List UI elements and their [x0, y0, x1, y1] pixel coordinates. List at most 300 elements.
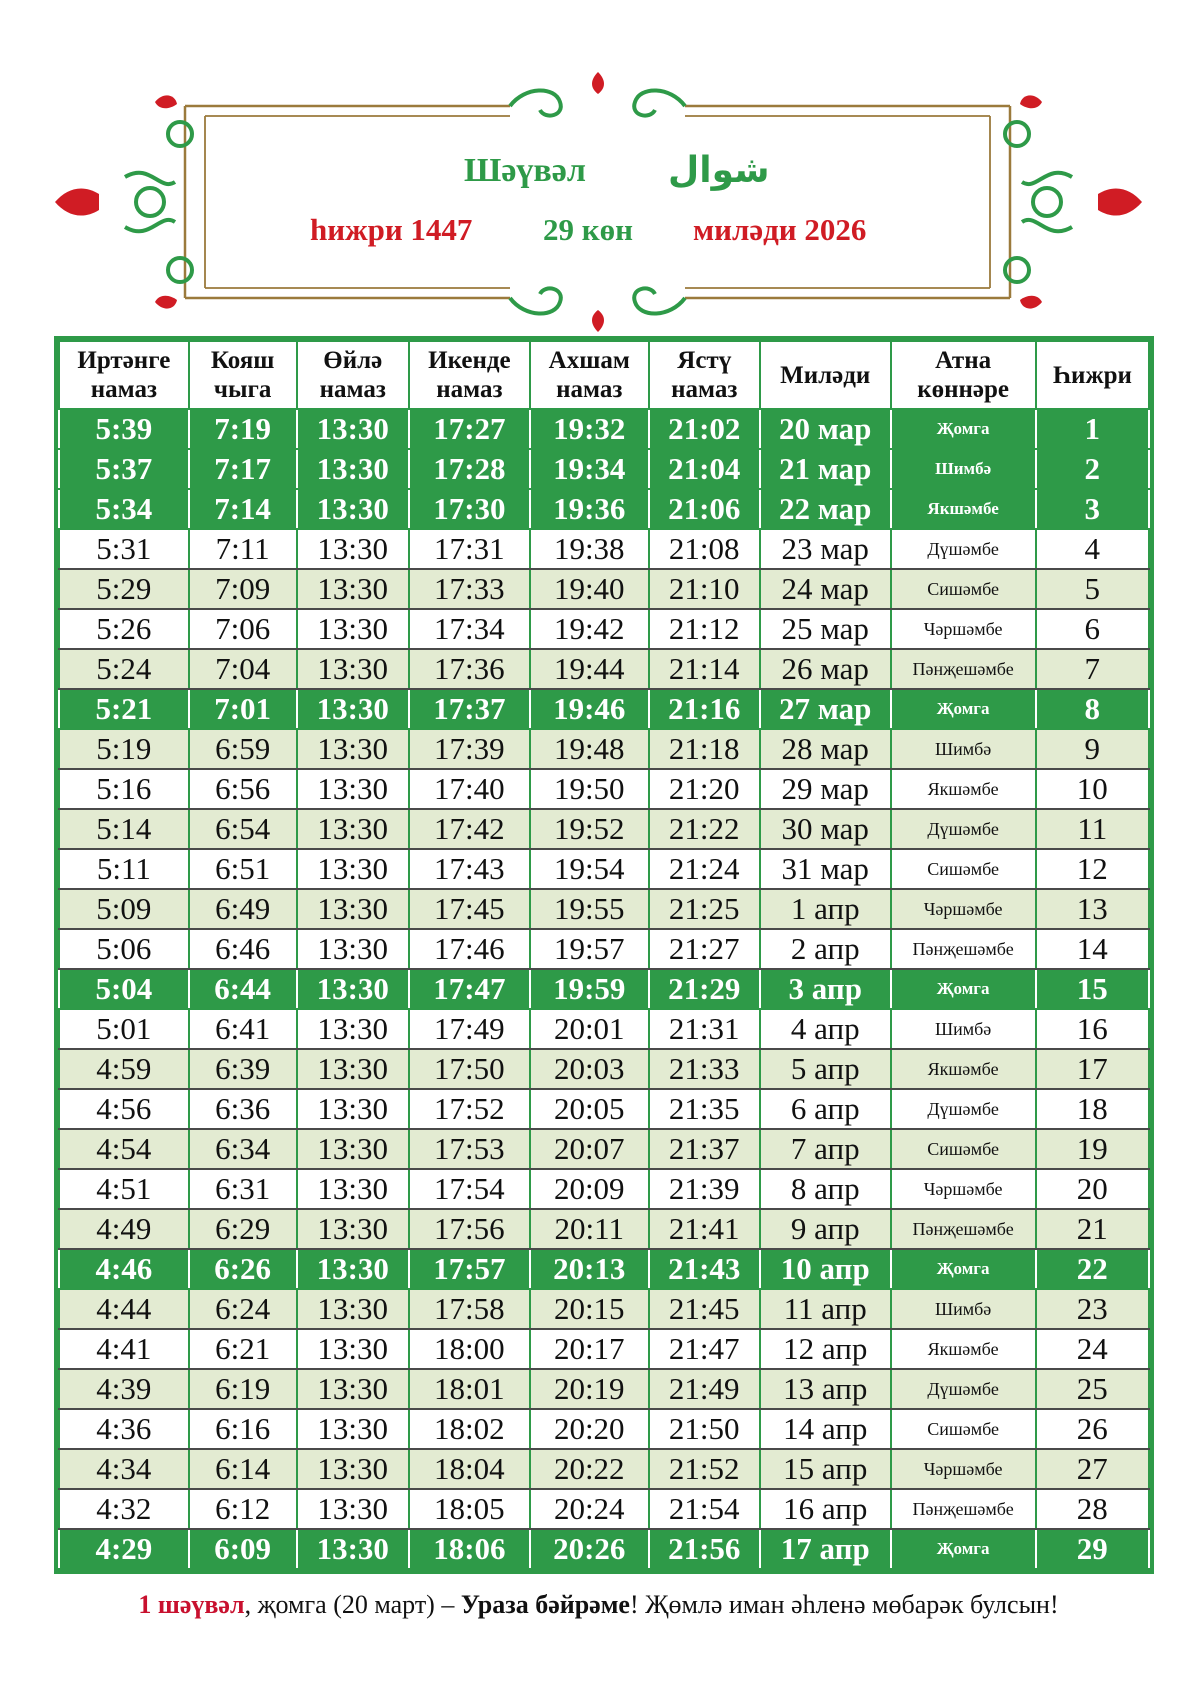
cell-fajr: 5:16 [59, 769, 189, 809]
cell-fajr: 5:11 [59, 849, 189, 889]
cell-gregorian-date: 23 мар [760, 529, 891, 569]
cell-fajr: 4:34 [59, 1449, 189, 1489]
cell-weekday: Чәршәмбе [891, 1169, 1036, 1209]
cell-asr: 17:46 [409, 929, 530, 969]
cell-asr: 17:52 [409, 1089, 530, 1129]
cell-dhuhr: 13:30 [297, 729, 409, 769]
gregorian-year: миләди 2026 [693, 212, 867, 247]
column-header-gregorian-date [760, 341, 891, 409]
cell-asr: 17:43 [409, 849, 530, 889]
cell-isha: 21:41 [649, 1209, 760, 1249]
table-row [59, 929, 1149, 969]
column-header-asr [409, 341, 530, 409]
cell-fajr: 4:54 [59, 1129, 189, 1169]
cell-dhuhr: 13:30 [297, 1289, 409, 1329]
cell-maghrib: 20:05 [530, 1089, 649, 1129]
cell-dhuhr: 13:30 [297, 889, 409, 929]
column-header-dhuhr [297, 341, 409, 409]
cell-sunrise: 6:54 [189, 809, 297, 849]
cell-hijri-day: 23 [1036, 1289, 1149, 1329]
column-header-text: Миләди [780, 361, 871, 389]
column-header-text: намаз [671, 376, 738, 403]
cell-hijri-day: 10 [1036, 769, 1149, 809]
cell-dhuhr: 13:30 [297, 689, 409, 729]
cell-maghrib: 19:38 [530, 529, 649, 569]
cell-sunrise: 6:34 [189, 1129, 297, 1169]
cell-hijri-day: 15 [1036, 969, 1149, 1009]
cell-fajr: 5:24 [59, 649, 189, 689]
cell-fajr: 4:36 [59, 1409, 189, 1449]
cell-asr: 17:42 [409, 809, 530, 849]
cell-gregorian-date: 30 мар [760, 809, 891, 849]
cell-dhuhr: 13:30 [297, 569, 409, 609]
cell-weekday: Пәнҗешәмбе [891, 929, 1036, 969]
cell-isha: 21:29 [649, 969, 760, 1009]
cell-maghrib: 20:26 [530, 1529, 649, 1569]
cell-hijri-day: 1 [1036, 409, 1149, 449]
cell-hijri-day: 14 [1036, 929, 1149, 969]
cell-hijri-day: 24 [1036, 1329, 1149, 1369]
cell-sunrise: 6:44 [189, 969, 297, 1009]
table-row [59, 1369, 1149, 1409]
cell-gregorian-date: 4 апр [760, 1009, 891, 1049]
cell-maghrib: 20:09 [530, 1169, 649, 1209]
cell-sunrise: 6:41 [189, 1009, 297, 1049]
cell-gregorian-date: 17 апр [760, 1529, 891, 1569]
cell-asr: 17:37 [409, 689, 530, 729]
cell-isha: 21:20 [649, 769, 760, 809]
cell-sunrise: 6:59 [189, 729, 297, 769]
cell-maghrib: 20:17 [530, 1329, 649, 1369]
header-subtitle-row [0, 212, 1197, 252]
cell-asr: 17:47 [409, 969, 530, 1009]
cell-asr: 17:58 [409, 1289, 530, 1329]
cell-maghrib: 20:07 [530, 1129, 649, 1169]
prayer-times-table [58, 340, 1150, 1570]
column-header-text: Ахшам [548, 347, 630, 374]
cell-sunrise: 7:14 [189, 489, 297, 529]
table-row [59, 849, 1149, 889]
cell-dhuhr: 13:30 [297, 1249, 409, 1289]
cell-sunrise: 6:12 [189, 1489, 297, 1529]
cell-isha: 21:06 [649, 489, 760, 529]
cell-hijri-day: 3 [1036, 489, 1149, 529]
column-header-sunrise [189, 341, 297, 409]
cell-sunrise: 6:29 [189, 1209, 297, 1249]
cell-gregorian-date: 13 апр [760, 1369, 891, 1409]
table-row [59, 689, 1149, 729]
cell-weekday: Шимбә [891, 1289, 1036, 1329]
cell-fajr: 5:39 [59, 409, 189, 449]
cell-weekday: Дүшәмбе [891, 529, 1036, 569]
column-header-text: намаз [319, 376, 386, 403]
table-row [59, 1289, 1149, 1329]
cell-dhuhr: 13:30 [297, 649, 409, 689]
cell-isha: 21:25 [649, 889, 760, 929]
cell-asr: 17:40 [409, 769, 530, 809]
cell-maghrib: 19:55 [530, 889, 649, 929]
table-row [59, 1209, 1149, 1249]
cell-gregorian-date: 2 апр [760, 929, 891, 969]
cell-hijri-day: 18 [1036, 1089, 1149, 1129]
cell-maghrib: 20:19 [530, 1369, 649, 1409]
column-header-text: Атна [935, 347, 992, 374]
cell-weekday: Пәнҗешәмбе [891, 1209, 1036, 1249]
table-row [59, 569, 1149, 609]
cell-hijri-day: 11 [1036, 809, 1149, 849]
cell-asr: 17:45 [409, 889, 530, 929]
table-row [59, 1049, 1149, 1089]
cell-sunrise: 6:14 [189, 1449, 297, 1489]
cell-isha: 21:16 [649, 689, 760, 729]
cell-asr: 18:05 [409, 1489, 530, 1529]
cell-isha: 21:54 [649, 1489, 760, 1529]
cell-isha: 21:08 [649, 529, 760, 569]
cell-gregorian-date: 9 апр [760, 1209, 891, 1249]
column-header-text: намаз [556, 376, 623, 403]
cell-dhuhr: 13:30 [297, 529, 409, 569]
cell-sunrise: 6:46 [189, 929, 297, 969]
cell-hijri-day: 29 [1036, 1529, 1149, 1569]
table-row [59, 489, 1149, 529]
cell-isha: 21:43 [649, 1249, 760, 1289]
cell-asr: 17:49 [409, 1009, 530, 1049]
cell-dhuhr: 13:30 [297, 1169, 409, 1209]
month-title-arabic: شوال [668, 150, 770, 191]
cell-fajr: 5:21 [59, 689, 189, 729]
cell-maghrib: 19:36 [530, 489, 649, 529]
cell-fajr: 5:26 [59, 609, 189, 649]
hijri-year: һижри 1447 [310, 212, 473, 247]
cell-sunrise: 6:26 [189, 1249, 297, 1289]
cell-maghrib: 20:15 [530, 1289, 649, 1329]
footer-text-2: ! Җөмлә иман әһленә мөбарәк булсын! [629, 1590, 1059, 1619]
cell-dhuhr: 13:30 [297, 1529, 409, 1569]
cell-fajr: 5:01 [59, 1009, 189, 1049]
cell-gregorian-date: 21 мар [760, 449, 891, 489]
cell-isha: 21:10 [649, 569, 760, 609]
cell-sunrise: 6:09 [189, 1529, 297, 1569]
cell-weekday: Сишәмбе [891, 1409, 1036, 1449]
cell-weekday: Дүшәмбе [891, 1089, 1036, 1129]
cell-gregorian-date: 5 апр [760, 1049, 891, 1089]
table-row [59, 449, 1149, 489]
cell-isha: 21:56 [649, 1529, 760, 1569]
cell-dhuhr: 13:30 [297, 849, 409, 889]
cell-fajr: 5:14 [59, 809, 189, 849]
cell-hijri-day: 12 [1036, 849, 1149, 889]
cell-weekday: Җомга [891, 409, 1036, 449]
cell-gregorian-date: 12 апр [760, 1329, 891, 1369]
ornament-frame-icon [55, 72, 1142, 332]
cell-isha: 21:27 [649, 929, 760, 969]
column-header-fajr [59, 341, 189, 409]
table-row [59, 969, 1149, 1009]
month-days: 29 көн [543, 212, 633, 247]
cell-dhuhr: 13:30 [297, 1209, 409, 1249]
cell-asr: 17:36 [409, 649, 530, 689]
cell-weekday: Чәршәмбе [891, 609, 1036, 649]
cell-fajr: 4:46 [59, 1249, 189, 1289]
cell-hijri-day: 6 [1036, 609, 1149, 649]
cell-gregorian-date: 16 апр [760, 1489, 891, 1529]
cell-isha: 21:33 [649, 1049, 760, 1089]
cell-dhuhr: 13:30 [297, 609, 409, 649]
cell-sunrise: 7:17 [189, 449, 297, 489]
cell-asr: 17:30 [409, 489, 530, 529]
cell-isha: 21:52 [649, 1449, 760, 1489]
cell-gregorian-date: 20 мар [760, 409, 891, 449]
cell-weekday: Җомга [891, 969, 1036, 1009]
cell-fajr: 5:29 [59, 569, 189, 609]
cell-weekday: Сишәмбе [891, 849, 1036, 889]
cell-sunrise: 7:01 [189, 689, 297, 729]
cell-asr: 17:54 [409, 1169, 530, 1209]
cell-maghrib: 19:34 [530, 449, 649, 489]
cell-isha: 21:18 [649, 729, 760, 769]
column-header-text: Кояш [210, 347, 275, 374]
cell-asr: 18:06 [409, 1529, 530, 1569]
cell-asr: 18:00 [409, 1329, 530, 1369]
table-row [59, 1409, 1149, 1449]
cell-gregorian-date: 28 мар [760, 729, 891, 769]
cell-dhuhr: 13:30 [297, 1449, 409, 1489]
ornamental-header-frame [55, 72, 1142, 332]
cell-asr: 17:27 [409, 409, 530, 449]
cell-gregorian-date: 25 мар [760, 609, 891, 649]
cell-weekday: Дүшәмбе [891, 1369, 1036, 1409]
footer-holiday: Ураза бәйрәме [460, 1590, 630, 1619]
cell-weekday: Шимбә [891, 1009, 1036, 1049]
table-body [59, 409, 1149, 1569]
cell-fajr: 4:29 [59, 1529, 189, 1569]
column-header-text: намаз [436, 376, 503, 403]
cell-fajr: 5:34 [59, 489, 189, 529]
cell-sunrise: 6:56 [189, 769, 297, 809]
table-row [59, 1009, 1149, 1049]
cell-weekday: Сишәмбе [891, 569, 1036, 609]
cell-sunrise: 6:36 [189, 1089, 297, 1129]
cell-hijri-day: 17 [1036, 1049, 1149, 1089]
table-row [59, 1089, 1149, 1129]
header-title-row [0, 152, 1197, 192]
cell-hijri-day: 5 [1036, 569, 1149, 609]
column-header-text: Ястү [677, 347, 732, 374]
cell-maghrib: 19:59 [530, 969, 649, 1009]
cell-dhuhr: 13:30 [297, 1129, 409, 1169]
cell-sunrise: 7:19 [189, 409, 297, 449]
cell-gregorian-date: 29 мар [760, 769, 891, 809]
cell-gregorian-date: 22 мар [760, 489, 891, 529]
cell-weekday: Җомга [891, 689, 1036, 729]
cell-asr: 17:28 [409, 449, 530, 489]
cell-maghrib: 19:54 [530, 849, 649, 889]
column-header-isha [649, 341, 760, 409]
cell-sunrise: 6:16 [189, 1409, 297, 1449]
cell-asr: 17:57 [409, 1249, 530, 1289]
cell-maghrib: 19:57 [530, 929, 649, 969]
cell-asr: 17:56 [409, 1209, 530, 1249]
cell-dhuhr: 13:30 [297, 1369, 409, 1409]
cell-gregorian-date: 3 апр [760, 969, 891, 1009]
cell-asr: 17:50 [409, 1049, 530, 1089]
cell-hijri-day: 27 [1036, 1449, 1149, 1489]
cell-weekday: Җомга [891, 1529, 1036, 1569]
cell-gregorian-date: 31 мар [760, 849, 891, 889]
cell-weekday: Сишәмбе [891, 1129, 1036, 1169]
column-header-text: Икенде [428, 347, 511, 374]
table-row [59, 809, 1149, 849]
cell-maghrib: 19:42 [530, 609, 649, 649]
cell-fajr: 4:49 [59, 1209, 189, 1249]
cell-isha: 21:49 [649, 1369, 760, 1409]
cell-maghrib: 20:03 [530, 1049, 649, 1089]
cell-fajr: 4:59 [59, 1049, 189, 1089]
table-row [59, 1489, 1149, 1529]
cell-isha: 21:02 [649, 409, 760, 449]
cell-isha: 21:14 [649, 649, 760, 689]
cell-gregorian-date: 7 апр [760, 1129, 891, 1169]
cell-asr: 17:31 [409, 529, 530, 569]
cell-dhuhr: 13:30 [297, 969, 409, 1009]
cell-sunrise: 6:21 [189, 1329, 297, 1369]
cell-sunrise: 7:04 [189, 649, 297, 689]
cell-hijri-day: 22 [1036, 1249, 1149, 1289]
cell-isha: 21:37 [649, 1129, 760, 1169]
cell-hijri-day: 26 [1036, 1409, 1149, 1449]
cell-fajr: 5:31 [59, 529, 189, 569]
cell-dhuhr: 13:30 [297, 1489, 409, 1529]
table-row [59, 1529, 1149, 1569]
column-header-maghrib [530, 341, 649, 409]
table-row [59, 1249, 1149, 1289]
cell-gregorian-date: 15 апр [760, 1449, 891, 1489]
cell-asr: 17:53 [409, 1129, 530, 1169]
cell-hijri-day: 16 [1036, 1009, 1149, 1049]
cell-asr: 18:02 [409, 1409, 530, 1449]
table-row [59, 1449, 1149, 1489]
month-title-tatar: Шәүвәл [464, 152, 586, 189]
cell-gregorian-date: 6 апр [760, 1089, 891, 1129]
cell-dhuhr: 13:30 [297, 449, 409, 489]
cell-isha: 21:50 [649, 1409, 760, 1449]
cell-fajr: 5:04 [59, 969, 189, 1009]
cell-gregorian-date: 1 апр [760, 889, 891, 929]
cell-maghrib: 20:13 [530, 1249, 649, 1289]
cell-dhuhr: 13:30 [297, 1409, 409, 1449]
footer-highlight: 1 шәүвәл [138, 1590, 245, 1619]
cell-fajr: 4:44 [59, 1289, 189, 1329]
cell-maghrib: 19:52 [530, 809, 649, 849]
cell-isha: 21:31 [649, 1009, 760, 1049]
cell-hijri-day: 28 [1036, 1489, 1149, 1529]
column-header-text: көннәре [917, 376, 1010, 403]
cell-hijri-day: 21 [1036, 1209, 1149, 1249]
cell-fajr: 4:56 [59, 1089, 189, 1129]
cell-hijri-day: 8 [1036, 689, 1149, 729]
footer-greeting [0, 1590, 1197, 1620]
cell-gregorian-date: 27 мар [760, 689, 891, 729]
cell-dhuhr: 13:30 [297, 929, 409, 969]
cell-fajr: 4:39 [59, 1369, 189, 1409]
cell-hijri-day: 9 [1036, 729, 1149, 769]
cell-sunrise: 7:09 [189, 569, 297, 609]
cell-weekday: Пәнҗешәмбе [891, 1489, 1036, 1529]
cell-gregorian-date: 26 мар [760, 649, 891, 689]
cell-maghrib: 19:44 [530, 649, 649, 689]
table-row [59, 649, 1149, 689]
cell-asr: 17:33 [409, 569, 530, 609]
column-header-weekday [891, 341, 1036, 409]
cell-fajr: 4:51 [59, 1169, 189, 1209]
cell-dhuhr: 13:30 [297, 769, 409, 809]
table-row [59, 1129, 1149, 1169]
cell-dhuhr: 13:30 [297, 1089, 409, 1129]
cell-hijri-day: 7 [1036, 649, 1149, 689]
cell-hijri-day: 4 [1036, 529, 1149, 569]
cell-asr: 18:01 [409, 1369, 530, 1409]
cell-fajr: 5:06 [59, 929, 189, 969]
table-row [59, 1329, 1149, 1369]
cell-maghrib: 20:11 [530, 1209, 649, 1249]
cell-maghrib: 20:22 [530, 1449, 649, 1489]
cell-dhuhr: 13:30 [297, 489, 409, 529]
cell-isha: 21:47 [649, 1329, 760, 1369]
table-row [59, 609, 1149, 649]
cell-isha: 21:22 [649, 809, 760, 849]
cell-maghrib: 20:20 [530, 1409, 649, 1449]
cell-weekday: Якшәмбе [891, 1329, 1036, 1369]
table-header-row [59, 341, 1149, 409]
cell-gregorian-date: 10 апр [760, 1249, 891, 1289]
cell-isha: 21:39 [649, 1169, 760, 1209]
table-row [59, 1169, 1149, 1209]
column-header-text: Һижри [1052, 361, 1132, 389]
cell-sunrise: 6:51 [189, 849, 297, 889]
cell-fajr: 5:19 [59, 729, 189, 769]
cell-isha: 21:04 [649, 449, 760, 489]
cell-isha: 21:12 [649, 609, 760, 649]
table-row [59, 409, 1149, 449]
cell-asr: 17:34 [409, 609, 530, 649]
footer-text-1: , җомга (20 март) – [244, 1590, 461, 1619]
cell-hijri-day: 2 [1036, 449, 1149, 489]
cell-maghrib: 19:40 [530, 569, 649, 609]
prayer-times-table-wrapper [54, 336, 1154, 1574]
column-header-hijri-day [1036, 341, 1149, 409]
cell-sunrise: 6:19 [189, 1369, 297, 1409]
cell-isha: 21:24 [649, 849, 760, 889]
cell-isha: 21:35 [649, 1089, 760, 1129]
cell-weekday: Якшәмбе [891, 1049, 1036, 1089]
cell-maghrib: 19:32 [530, 409, 649, 449]
cell-weekday: Якшәмбе [891, 489, 1036, 529]
table-row [59, 729, 1149, 769]
table-row [59, 889, 1149, 929]
cell-sunrise: 6:39 [189, 1049, 297, 1089]
cell-weekday: Чәршәмбе [891, 1449, 1036, 1489]
cell-fajr: 4:41 [59, 1329, 189, 1369]
cell-maghrib: 20:01 [530, 1009, 649, 1049]
cell-asr: 17:39 [409, 729, 530, 769]
table-row [59, 529, 1149, 569]
cell-maghrib: 19:48 [530, 729, 649, 769]
cell-weekday: Шимбә [891, 729, 1036, 769]
column-header-text: Өйлә [323, 347, 383, 374]
cell-fajr: 5:09 [59, 889, 189, 929]
cell-maghrib: 19:46 [530, 689, 649, 729]
column-header-text: намаз [90, 376, 157, 403]
